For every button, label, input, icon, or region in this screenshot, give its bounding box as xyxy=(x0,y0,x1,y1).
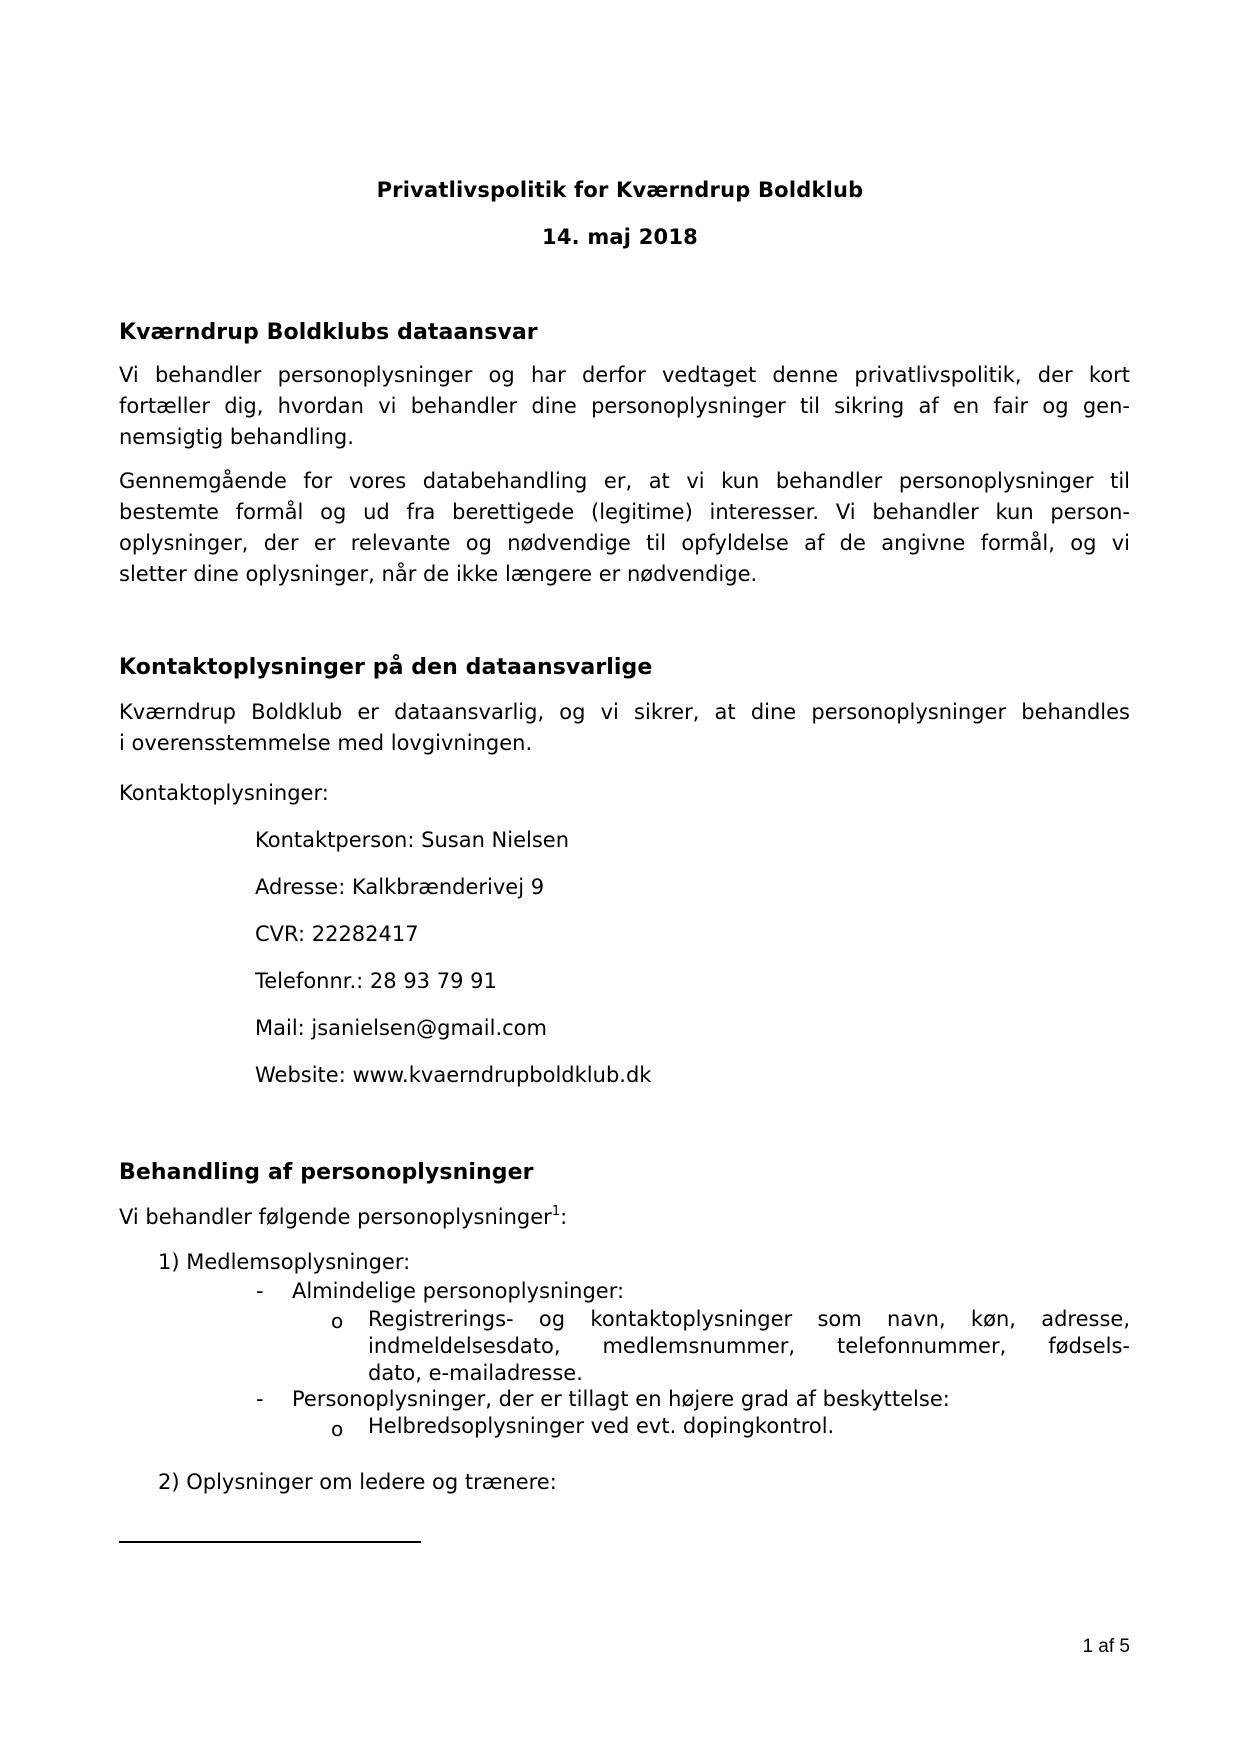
section-heading-kontakt: Kontaktoplysninger på den dataansvarlige xyxy=(119,655,653,680)
footnote-reference: 1 xyxy=(551,1204,561,1219)
section-heading-dataansvar: Kværndrup Boldklubs dataansvar xyxy=(119,320,538,345)
paragraph-dataansvarlig xyxy=(119,697,1130,759)
contact-address: Adresse: Kalkbrænderivej 9 xyxy=(255,875,545,899)
bullet-line: dato, e-mailadresse. xyxy=(368,1361,583,1385)
bullet-text-registrering xyxy=(368,1306,1130,1387)
paragraph-line: sletter dine oplysninger, når de ikke længere er nødvendige. xyxy=(119,562,758,586)
contact-cvr: CVR: 22282417 xyxy=(255,922,419,946)
list-item-ledere-traenere: 2) Oplysninger om ledere og trænere: xyxy=(158,1470,557,1494)
contact-website: Website: www.kvaerndrupboldklub.dk xyxy=(255,1063,652,1087)
bullet-text-helbred: Helbredsoplysninger ved evt. dopingkontrol. xyxy=(368,1414,835,1438)
bullet-line: indmeldelsesdato, medlemsnummer, telefonnummer, fødsels- xyxy=(368,1334,1130,1358)
list-item-medlemsoplysninger: 1) Medlemsoplysninger: xyxy=(158,1250,411,1274)
bullet-o: o xyxy=(331,1417,344,1441)
paragraph-line: fortæller dig, hvordan vi behandler dine personoplysninger til sikring af en fair og gen- xyxy=(119,394,1130,418)
page-number: 1 af 5 xyxy=(1082,1636,1130,1657)
paragraph-intro xyxy=(119,360,1130,453)
processing-intro-text: Vi behandler følgende personoplysninger xyxy=(119,1205,552,1229)
paragraph-line: oplysninger, der er relevante og nødvendige til opfyldelse af de angivne formål, og vi xyxy=(119,531,1130,555)
contact-mail: Mail: jsanielsen@gmail.com xyxy=(255,1016,547,1040)
contact-person: Kontaktperson: Susan Nielsen xyxy=(255,828,570,852)
footnote-separator xyxy=(119,1541,421,1543)
paragraph-line: bestemte formål og ud fra berettigede (legitime) interesser. Vi behandler kun person- xyxy=(119,500,1130,524)
paragraph-line: Vi behandler personoplysninger og har derfor vedtaget denne privatlivspolitik, der kort xyxy=(119,363,1130,387)
bullet-o: o xyxy=(331,1309,344,1333)
sublist-item-beskyttelse: Personoplysninger, der er tillagt en højere grad af beskyttelse: xyxy=(292,1387,950,1411)
processing-intro-suffix: : xyxy=(560,1205,568,1229)
bullet-line: Registrerings- og kontaktoplysninger som navn, køn, adresse, xyxy=(368,1307,1130,1331)
paragraph-line: nemsigtig behandling. xyxy=(119,425,354,449)
list-dash: - xyxy=(256,1279,264,1303)
contact-intro: Kontaktoplysninger: xyxy=(119,781,329,805)
paragraph-purpose xyxy=(119,466,1130,590)
sublist-item-almindelige: Almindelige personoplysninger: xyxy=(292,1279,625,1303)
paragraph-line: Kværndrup Boldklub er dataansvarlig, og vi sikrer, at dine personoplysninger behandles xyxy=(119,700,1130,724)
document-date: 14. maj 2018 xyxy=(542,225,698,249)
list-dash: - xyxy=(256,1387,264,1411)
paragraph-line: Gennemgående for vores databehandling er, at vi kun behandler personoplysninger til xyxy=(119,469,1130,493)
paragraph-line: i overensstemmelse med lovgivningen. xyxy=(119,731,533,755)
section-heading-behandling: Behandling af personoplysninger xyxy=(119,1160,534,1185)
processing-intro xyxy=(119,1205,567,1229)
contact-phone: Telefonnr.: 28 93 79 91 xyxy=(255,969,497,993)
document-title: Privatlivspolitik for Kværndrup Boldklub xyxy=(376,178,864,202)
